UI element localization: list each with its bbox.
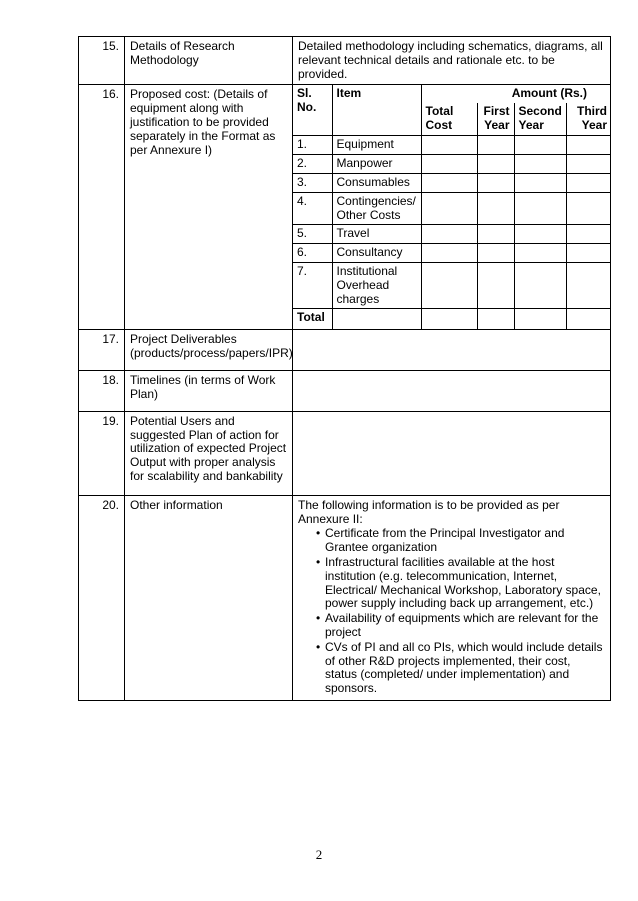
cost-item-name: Manpower [332, 154, 421, 173]
cost-item-row [293, 192, 611, 225]
header-item: Item [332, 85, 421, 135]
cost-total-cell[interactable] [421, 192, 477, 225]
cost-total-cell[interactable] [421, 262, 477, 308]
cost-third-year-cell[interactable] [566, 192, 611, 225]
row-value-field[interactable] [293, 329, 611, 370]
cost-grand-total-cell[interactable] [421, 309, 477, 329]
cost-item-name: Equipment [332, 135, 421, 154]
row-label: Other information [125, 495, 293, 700]
cost-third-year-cell[interactable] [566, 154, 611, 173]
annexure-item: • Certificate from the Principal Investigator and Grantee organization [325, 527, 605, 555]
cost-second-year-cell[interactable] [514, 262, 566, 308]
cost-total-third-year-cell[interactable] [566, 309, 611, 329]
cost-item-sl: 4. [293, 192, 332, 225]
cost-first-year-cell[interactable] [477, 173, 514, 192]
annexure-item: • Availability of equipments which are relevant for the project [325, 612, 605, 640]
row-19 [79, 411, 611, 495]
cost-item-sl: 1. [293, 135, 332, 154]
header-third-year: Third Year [566, 103, 611, 135]
cost-total-cell[interactable] [421, 154, 477, 173]
row-17 [79, 329, 611, 370]
annexure-item: • CVs of PI and all co PIs, which would include details of other R&D projects implemented, their cost, status (completed/ under implementation) and sponsors. [325, 641, 605, 696]
row-label: Potential Users and suggested Plan of action for utilization of expected Project Output with proper analysis for scalability and bankability [125, 411, 293, 495]
cost-second-year-cell[interactable] [514, 225, 566, 244]
header-first-year: First Year [477, 103, 514, 135]
cost-total-second-year-cell[interactable] [514, 309, 566, 329]
cost-total-cell[interactable] [421, 135, 477, 154]
cost-first-year-cell[interactable] [477, 262, 514, 308]
row-value-field[interactable] [293, 370, 611, 411]
row-16 [79, 85, 611, 329]
cost-item-row [293, 244, 611, 263]
cost-item-sl: 3. [293, 173, 332, 192]
row-number: 16. [79, 85, 125, 329]
row-20 [79, 495, 611, 700]
cost-total-label: Total [293, 309, 332, 329]
cost-third-year-cell[interactable] [566, 262, 611, 308]
cost-item-name: Consultancy [332, 244, 421, 263]
row-label: Details of Research Methodology [125, 37, 293, 85]
row-label: Timelines (in terms of Work Plan) [125, 370, 293, 411]
row-value [293, 495, 611, 700]
cost-first-year-cell[interactable] [477, 225, 514, 244]
cost-second-year-cell[interactable] [514, 244, 566, 263]
row-number: 18. [79, 370, 125, 411]
cost-second-year-cell[interactable] [514, 135, 566, 154]
annexure-item: • Infrastructural facilities available at the host institution (e.g. telecommunication, Internet, Electrical/ Mechanical Workshop, Laboratory space, power supply including back up arrangement, etc.) [325, 556, 605, 611]
header-sl-no: Sl. No. [293, 85, 332, 135]
cost-item-sl: 5. [293, 225, 332, 244]
header-second-year: Second Year [514, 103, 566, 135]
cost-first-year-cell[interactable] [477, 154, 514, 173]
page-number: 2 [315, 847, 323, 862]
cost-third-year-cell[interactable] [566, 225, 611, 244]
row-value: Detailed methodology including schematics, diagrams, all relevant technical details and rationale etc. to be provided. [293, 37, 611, 85]
cost-item-sl: 2. [293, 154, 332, 173]
cost-item-row [293, 225, 611, 244]
cost-third-year-cell[interactable] [566, 135, 611, 154]
cost-header-row [293, 85, 611, 103]
cost-item-name: Travel [332, 225, 421, 244]
cost-second-year-cell[interactable] [514, 154, 566, 173]
cost-item-name: Consumables [332, 173, 421, 192]
row-number: 19. [79, 411, 125, 495]
cost-total-first-year-cell[interactable] [477, 309, 514, 329]
cost-third-year-cell[interactable] [566, 173, 611, 192]
cost-item-row [293, 154, 611, 173]
cost-total-cell[interactable] [421, 244, 477, 263]
cost-table-cell [293, 85, 611, 329]
annexure-list [298, 527, 605, 696]
header-total-cost: Total Cost [421, 103, 477, 135]
row-18 [79, 370, 611, 411]
cost-total-row [293, 309, 611, 329]
row-number: 17. [79, 329, 125, 370]
row-label: Proposed cost: (Details of equipment along with justification to be provided separately in the Format as per Annexure I) [125, 85, 293, 329]
cost-item-name: Institutional Overhead charges [332, 262, 421, 308]
cost-second-year-cell[interactable] [514, 192, 566, 225]
cost-item-sl: 7. [293, 262, 332, 308]
row-number: 15. [79, 37, 125, 85]
proposal-form-table [78, 36, 611, 701]
cost-item-name: Contingencies/ Other Costs [332, 192, 421, 225]
cost-first-year-cell[interactable] [477, 192, 514, 225]
cost-total-cell[interactable] [421, 225, 477, 244]
cost-table [293, 85, 611, 328]
cost-third-year-cell[interactable] [566, 244, 611, 263]
cost-item-sl: 6. [293, 244, 332, 263]
cost-second-year-cell[interactable] [514, 173, 566, 192]
row-label: Project Deliverables (products/process/papers/IPR) [125, 329, 293, 370]
row-number: 20. [79, 495, 125, 700]
cost-item-row [293, 262, 611, 308]
cost-item-row [293, 135, 611, 154]
cost-first-year-cell[interactable] [477, 244, 514, 263]
cost-total-cell[interactable] [421, 173, 477, 192]
annexure-intro: The following information is to be provided as per Annexure II: [298, 497, 560, 526]
cost-first-year-cell[interactable] [477, 135, 514, 154]
cost-item-row [293, 173, 611, 192]
row-15 [79, 37, 611, 85]
row-value-field[interactable] [293, 411, 611, 495]
cost-total-item-cell [332, 309, 421, 329]
header-amount: Amount (Rs.) [421, 85, 611, 103]
